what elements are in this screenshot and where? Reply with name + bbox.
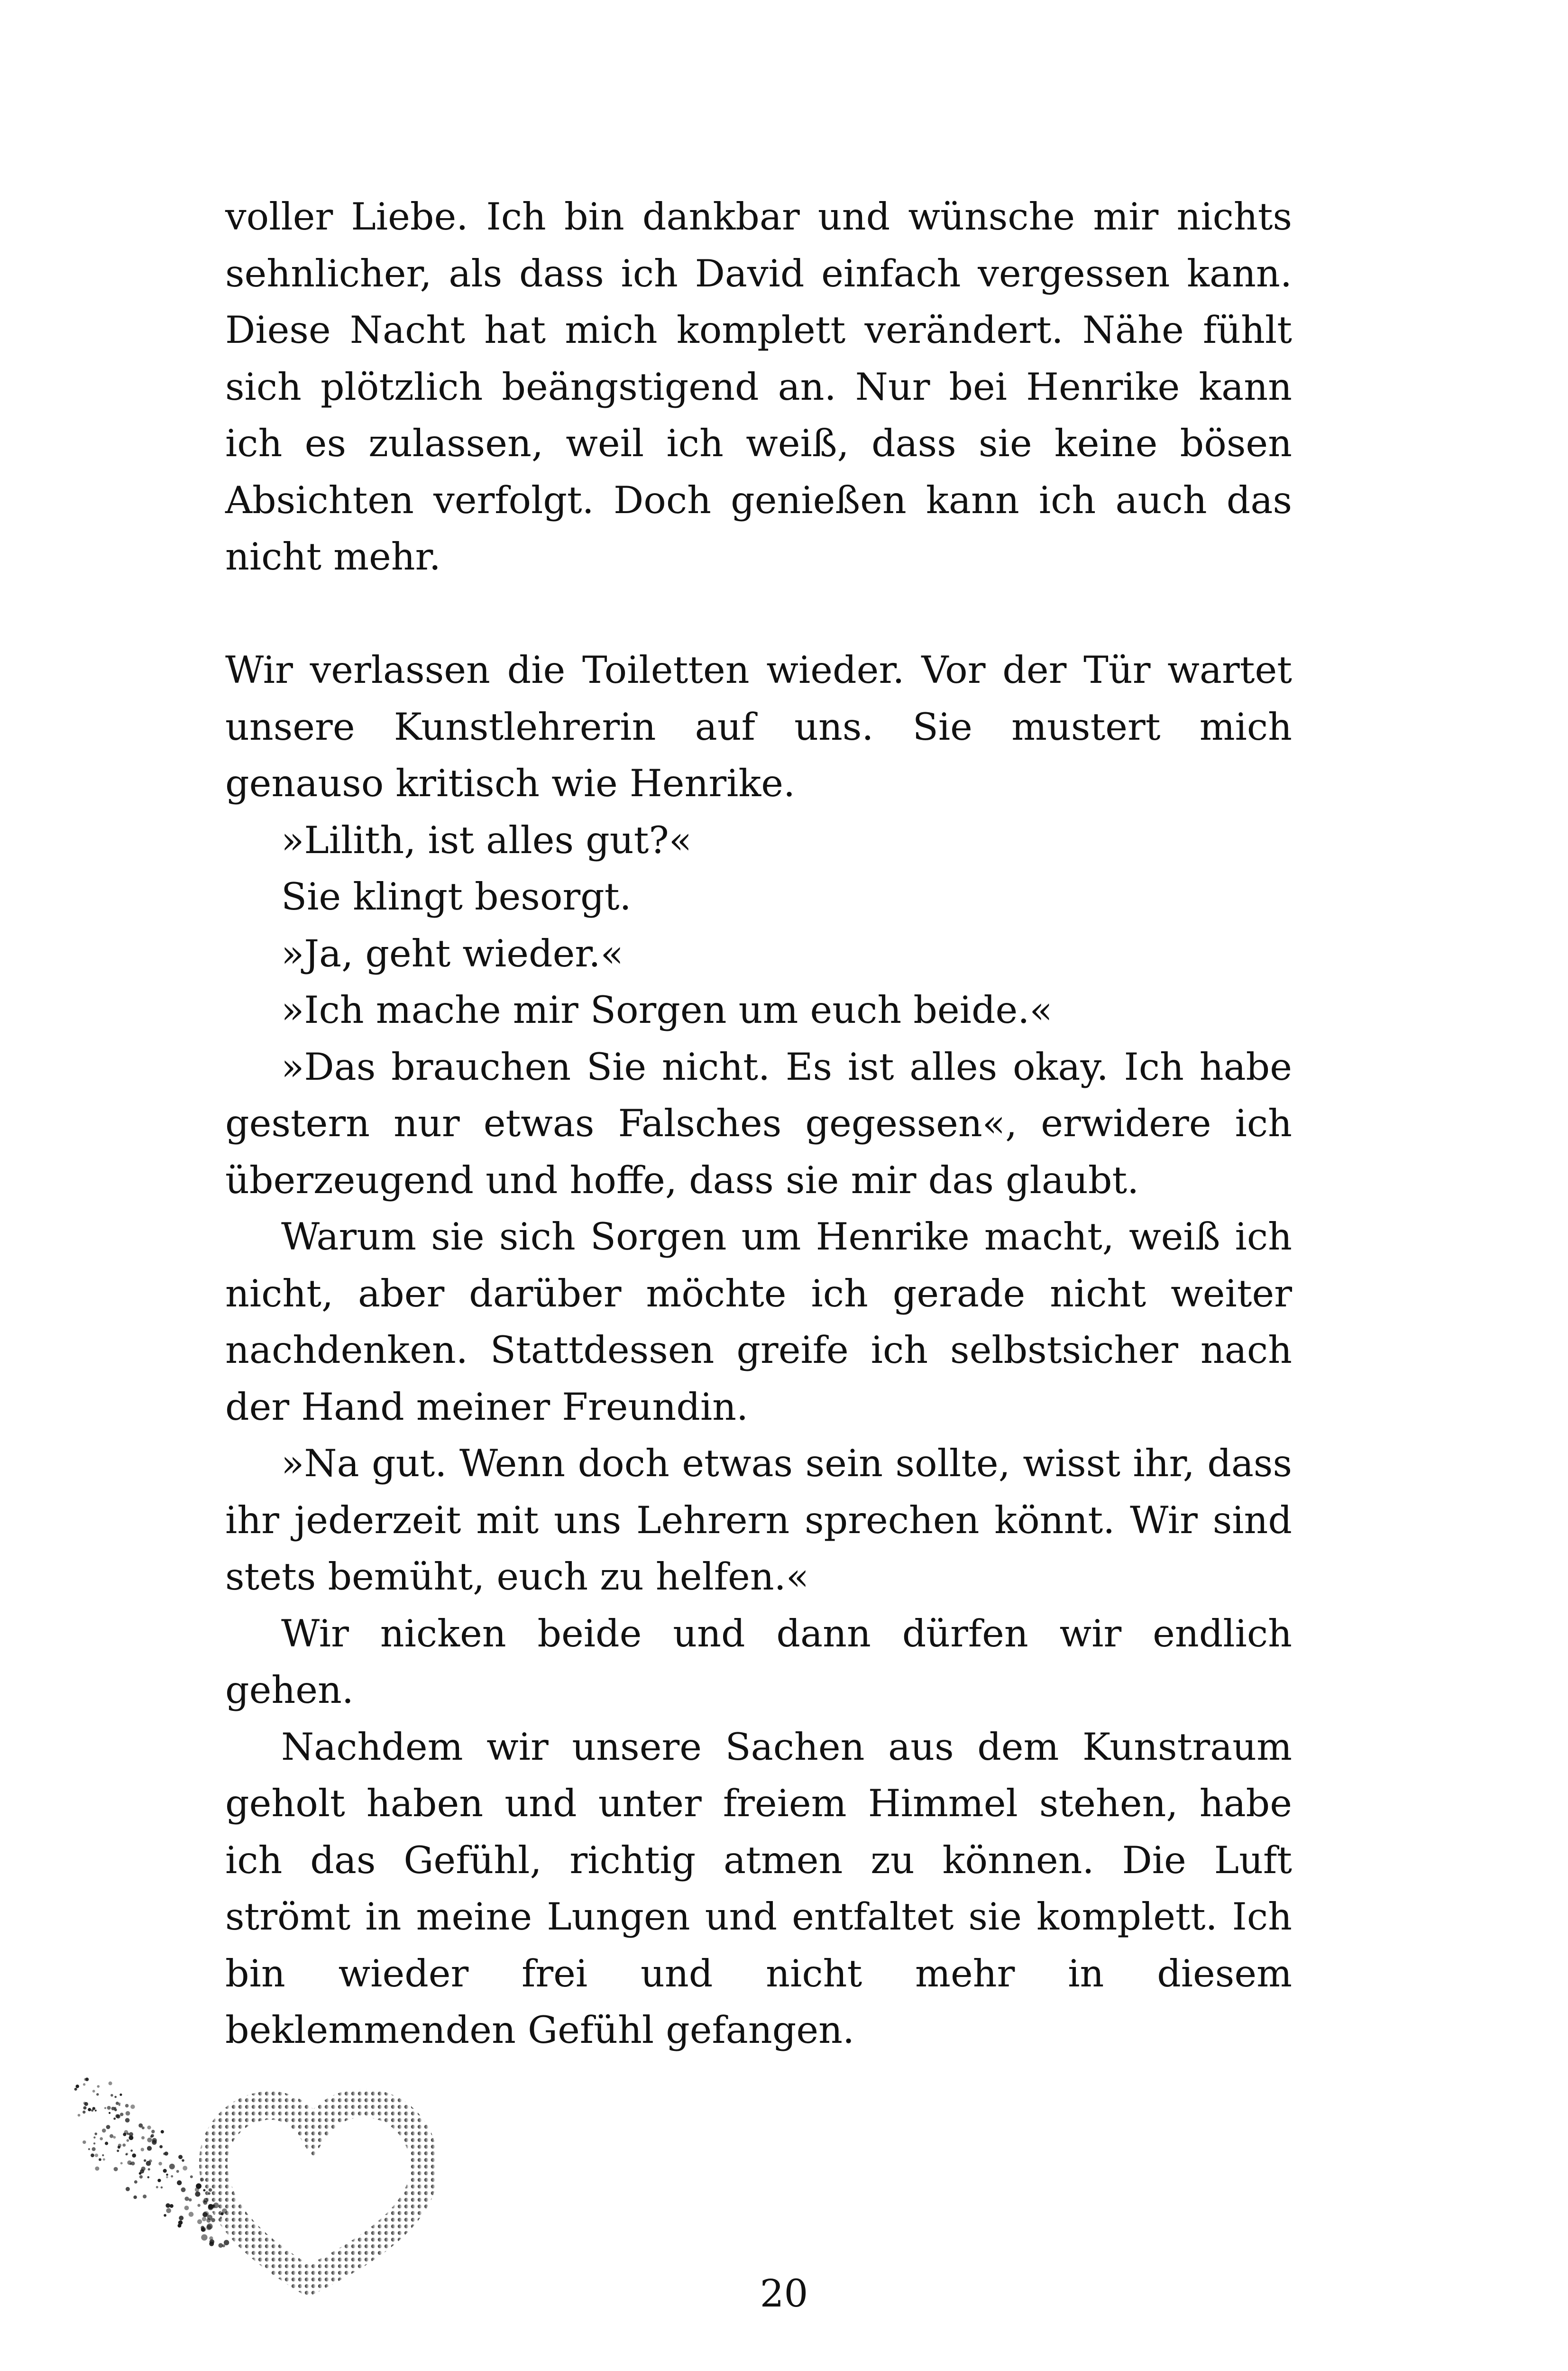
ornament-dot	[76, 2085, 79, 2088]
ornament-dot	[200, 2178, 204, 2181]
ornament-dot	[147, 2138, 152, 2142]
ornament-dot	[115, 2114, 119, 2118]
ornament-dot	[201, 2227, 205, 2232]
ornament-dot	[126, 2111, 130, 2116]
ornament-dot	[208, 2192, 211, 2195]
ornament-dot	[157, 2179, 161, 2182]
ornament-dot	[158, 2162, 162, 2166]
ornament-dot	[93, 2136, 95, 2138]
ornament-dot	[109, 2112, 110, 2114]
ornament-dot	[141, 2148, 144, 2151]
ornament-dot	[177, 2180, 182, 2185]
ornament-dot	[119, 2104, 120, 2106]
ornament-dot	[164, 2151, 168, 2156]
ornament-dot	[182, 2159, 184, 2162]
paragraph-5: »Ja, geht wieder.«	[281, 931, 624, 975]
ornament-dot	[189, 2198, 192, 2202]
ornament-dot	[125, 2118, 130, 2123]
ornament-dot	[113, 2136, 116, 2139]
ornament-dot	[178, 2155, 183, 2159]
ornament-dot	[147, 2125, 151, 2129]
paragraph-10: Wir nicken beide und dann dürfen wir endlich gehen.	[225, 1611, 1292, 1712]
ornament-dot	[114, 2167, 118, 2171]
ornament-dot	[127, 2132, 129, 2135]
ornament-dot	[156, 2186, 158, 2188]
ornament-dot	[138, 2123, 143, 2128]
ornament-dot	[95, 2167, 99, 2171]
ornament-dot	[206, 2225, 211, 2230]
ornament-dot	[208, 2204, 213, 2209]
ornament-dot	[201, 2234, 207, 2241]
ornament-dot	[184, 2206, 189, 2210]
ornament-dot	[166, 2174, 168, 2176]
ornament-dot	[170, 2204, 174, 2208]
ornament-dot	[127, 2139, 129, 2142]
ornament-dot	[151, 2134, 154, 2137]
ornament-dot	[126, 2153, 128, 2155]
ornament-dot	[213, 2203, 219, 2208]
ornament-dot	[129, 2132, 133, 2136]
paragraph-3: »Lilith, ist alles gut?«	[281, 818, 692, 862]
ornament-dot	[161, 2187, 163, 2189]
ornament-dot	[196, 2183, 202, 2189]
ornament-dot	[220, 2212, 223, 2215]
ornament-dot	[110, 2094, 113, 2097]
ornament-dot	[179, 2215, 183, 2220]
ornament-dot	[74, 2088, 77, 2091]
ornament-dot	[114, 2096, 117, 2098]
ornament-dot	[148, 2168, 150, 2170]
ornament-dot	[97, 2085, 100, 2088]
ornament-dot	[122, 2143, 126, 2147]
ornament-dot	[96, 2093, 99, 2095]
ornament-dot	[224, 2240, 229, 2245]
ornament-dot	[105, 2141, 108, 2145]
ornament-dot	[103, 2158, 105, 2160]
ornament-dot	[203, 2189, 205, 2191]
ornament-dot	[159, 2145, 163, 2149]
ornament-dot	[102, 2154, 104, 2156]
ornament-dot	[83, 2083, 85, 2086]
ornament-dot	[210, 2239, 214, 2244]
ornament-dot	[119, 2094, 122, 2096]
ornament-dot	[164, 2214, 166, 2217]
ornament-dot	[92, 2090, 95, 2093]
paragraph-9: »Na gut. Wenn doch etwas sein sollte, wisst ihr, dass ihr jederzeit mit uns Lehrern sprechen könnt. Wir sind stets bemüht, euch zu helfen.«	[225, 1442, 1292, 1599]
ornament-dot	[109, 2081, 112, 2085]
ornament-dot	[190, 2175, 193, 2178]
ornament-dot	[88, 2108, 91, 2111]
ornament-dot	[166, 2208, 171, 2214]
ornament-dot	[91, 2153, 94, 2157]
ornament-dot	[206, 2218, 211, 2223]
paragraph-1: voller Liebe. Ich bin dankbar und wünsche mir nichts sehnlicher, als dass ich David einfach vergessen kann. Diese Nacht hat mich komplett verändert. Nähe fühlt sich plötzlich beängstigend an. Nur bei Henrike kann ich es zulassen, weil ich weiß, dass sie keine bösen Absichten verfolgt. Doch genießen kann ich auch das nicht mehr.	[225, 195, 1292, 579]
ornament-dot	[99, 2158, 101, 2161]
ornament-dot	[125, 2104, 129, 2108]
ornament-dot	[202, 2217, 206, 2221]
ornament-dot	[147, 2176, 150, 2178]
ornament-dot	[197, 2219, 202, 2224]
ornament-dot	[189, 2212, 194, 2217]
ornament-dot	[141, 2136, 145, 2140]
ornament-dot	[161, 2130, 164, 2133]
ornament-dot	[152, 2138, 157, 2143]
ornament-dot	[197, 2204, 200, 2207]
ornament-dot	[143, 2195, 147, 2198]
ornament-dot	[116, 2102, 119, 2105]
ornament-dot	[107, 2106, 111, 2110]
ornament-dot	[151, 2130, 155, 2133]
ornament-dot	[102, 2129, 106, 2133]
ornament-dot	[169, 2164, 175, 2169]
ornament-dot	[183, 2166, 187, 2170]
ornament-dot	[130, 2104, 135, 2109]
dotted-heart-icon	[71, 2077, 436, 2305]
ornament-dot	[209, 2188, 212, 2192]
ornament-dot	[222, 2244, 225, 2247]
ornament-dot	[95, 2110, 97, 2112]
ornament-dot	[163, 2169, 167, 2173]
paragraph-7: »Das brauchen Sie nicht. Es ist alles okay. Ich habe gestern nur etwas Falsches gegessen«, erwidere ich überzeugend und hoffe, dass sie mir das glaubt.	[225, 1045, 1292, 1202]
paragraph-2: Wir verlassen die Toiletten wieder. Vor der Tür wartet unsere Kunstlehrerin auf uns. Sie mustert mich genauso kritisch wie Henrike.	[225, 648, 1292, 805]
ornament-dot	[139, 2175, 143, 2178]
ornament-dot	[126, 2187, 130, 2191]
ornament-dot	[140, 2169, 144, 2173]
ornament-dot	[113, 2118, 116, 2120]
ornament-dot	[83, 2111, 85, 2114]
ornament-dot	[171, 2175, 173, 2178]
ornament-dot	[83, 2102, 86, 2104]
ornament-dot	[132, 2153, 136, 2158]
ornament-dot	[88, 2148, 90, 2150]
ornament-dot	[118, 2146, 120, 2149]
ornament-dot	[220, 2216, 222, 2219]
ornament-dot	[91, 2109, 93, 2112]
paragraph-6: »Ich mache mir Sorgen um euch beide.«	[281, 988, 1053, 1032]
ornament-dot	[181, 2187, 186, 2192]
ornament-dot	[78, 2114, 81, 2117]
ornament-dot	[165, 2203, 170, 2208]
ornament-dot	[130, 2150, 133, 2152]
ornament-dot	[166, 2176, 168, 2178]
ornament-dot	[123, 2133, 126, 2136]
ornament-dot	[100, 2137, 103, 2141]
ornament-dot	[92, 2147, 96, 2151]
ornament-dot	[94, 2132, 97, 2135]
ornament-dot	[83, 2106, 87, 2110]
ornament-dot	[203, 2201, 208, 2205]
ornament-dot	[178, 2224, 182, 2228]
ornament-dot	[110, 2134, 113, 2138]
ornament-dot	[134, 2180, 138, 2184]
ornament-dot	[147, 2146, 152, 2150]
ornament-dot	[106, 2125, 110, 2129]
ornament-dot	[93, 2142, 95, 2144]
ornament-dot	[129, 2163, 132, 2165]
paragraph-8: Warum sie sich Sorgen um Henrike macht, weiß ich nicht, aber darüber möchte ich gerade nicht weiter nachdenken. Stattdessen greife ich selbstsicher nach der Hand meiner Freundin.	[225, 1215, 1292, 1429]
ornament-dot	[120, 2162, 123, 2164]
ornament-dot	[144, 2160, 146, 2162]
paragraph-11: Nachdem wir unsere Sachen aus dem Kunstraum geholt haben und unter freiem Himmel stehen, habe ich das Gefühl, richtig atmen zu können. Die Luft strömt in meine Lungen und entfaltet sie komplett. Ich bin wieder frei und nicht mehr in diesem beklemmenden Gefühl gefangen.	[225, 1725, 1292, 2052]
ornament-dot	[206, 2213, 208, 2215]
ornament-dot	[117, 2150, 119, 2152]
ornament-dot	[83, 2141, 86, 2144]
ornament-dot	[184, 2196, 189, 2201]
ornament-dot	[95, 2154, 98, 2157]
page-number: 20	[760, 2271, 808, 2316]
ornament-dot	[120, 2113, 123, 2116]
body-text	[225, 189, 1292, 2059]
ornament-dot	[104, 2107, 106, 2109]
ornament-dot	[195, 2191, 200, 2196]
ornament-dot	[176, 2170, 179, 2173]
ornament-dot	[84, 2078, 87, 2081]
paragraph-4: Sie klingt besorgt.	[281, 875, 632, 919]
ornament-dot	[111, 2107, 115, 2111]
ornament-dot	[146, 2161, 151, 2166]
ornament-dot	[133, 2196, 137, 2199]
